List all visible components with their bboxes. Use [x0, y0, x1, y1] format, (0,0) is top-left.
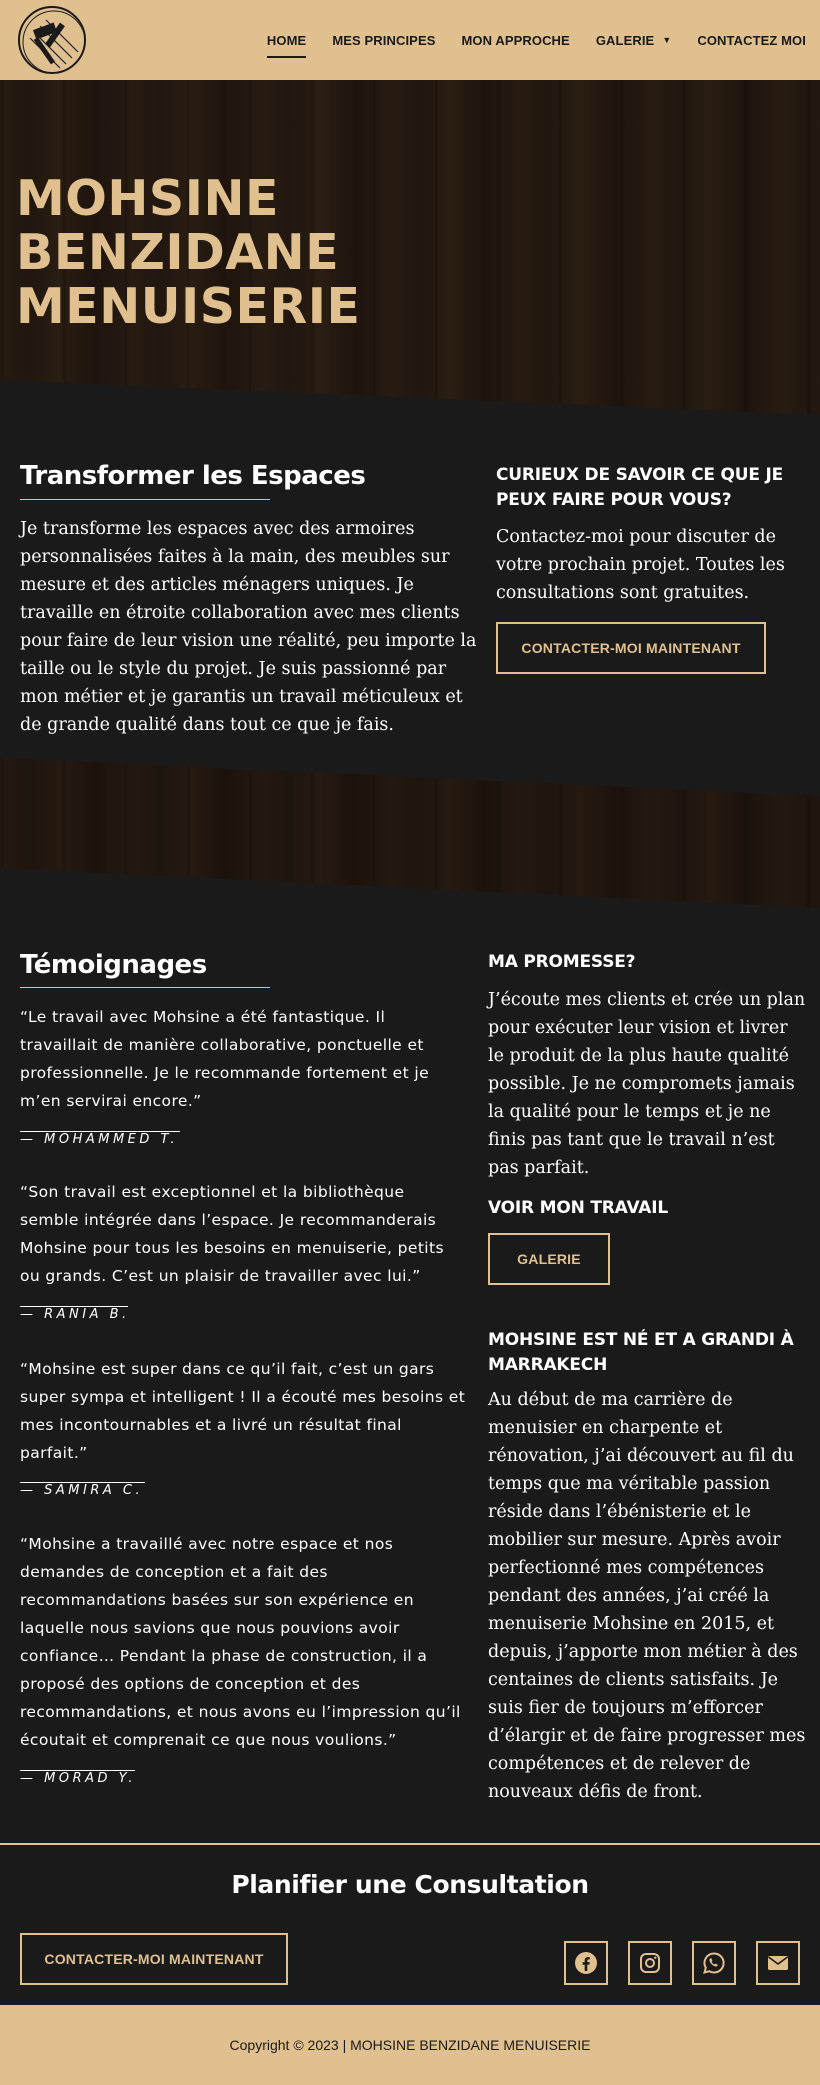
wood-band — [0, 758, 820, 908]
intro-heading-underline — [20, 499, 270, 500]
envelope-icon[interactable] — [756, 1941, 800, 1985]
instagram-icon[interactable] — [628, 1941, 672, 1985]
contact-now-button[interactable]: CONTACTER-MOI MAINTENANT — [496, 622, 766, 674]
testimonial-quote-4: “Mohsine a travaillé avec notre espace et nos demandes de conception et a fait des recommandations basées sur son expérience en laquelle nous savions que nous pouvions avoir confiance… Pendant la phase de construction, il a proposé des options de conception et des recommandations, et nous avons eu l’impression qu’il écoutait et comprenait ce que nous voulions.” — [20, 1535, 461, 1749]
site-header — [0, 0, 820, 80]
whatsapp-icon[interactable] — [692, 1941, 736, 1985]
facebook-icon[interactable] — [564, 1941, 608, 1985]
hero-section — [0, 80, 820, 450]
nav-item-mon-approche[interactable]: MON APPROCHE — [461, 32, 570, 48]
promise-heading: MA PROMESSE? — [488, 952, 636, 972]
nav-item-home[interactable]: HOME — [267, 27, 306, 54]
testimonial-quote-2: “Son travail est exceptionnel et la bibliothèque semble intégrée dans l’espace. Je recommanderais Mohsine pour tous les besoins en menuiserie, petits ou grands. C’est un plaisir de travailler avec lui.” — [20, 1183, 444, 1285]
testimonial-author-4: — MORAD Y. — [20, 1771, 137, 1786]
work-heading: VOIR MON TRAVAIL — [488, 1198, 668, 1218]
cta-title: Planifier une Consultation — [231, 1870, 589, 1899]
nav-item-mes-principes[interactable]: MES PRINCIPES — [332, 32, 436, 48]
nav-item-galerie[interactable]: GALERIE ▼ — [595, 32, 672, 48]
main-nav — [241, 0, 806, 80]
section-divider — [0, 1843, 820, 1845]
footer-bar — [0, 2005, 820, 2085]
copyright-text: Copyright © 2023 | MOHSINE BENZIDANE MENUISERIE — [229, 2037, 591, 2053]
bio-body: Au début de ma carrière de menuisier en charpente et rénovation, j’ai découvert au fil du temps que ma véritable passion réside dans l’ébénisterie et le mobilier sur mesure. Après avoir perfectionné mes compétences pendant des années, j’ai créé la menuiserie Mohsine en 2015, et depuis, j’apporte mon métier à des centaines de clients satisfaits. Je suis fier de toujours m’efforcer d’élargir et de faire progresser mes compétences et de relever de nouveaux défis de front. — [488, 1390, 806, 1802]
testimonial-author-2: — RANIA B. — [20, 1307, 130, 1322]
testimonial-author-1: — MOHAMMED T. — [20, 1132, 179, 1147]
promise-body: J’écoute mes clients et crée un plan pour exécuter leur vision et livrer le produit de la plus haute qualité possible. Je ne compromets jamais la qualité pour le temps et je ne finis pas tant que le travail n’est pas parfait. — [488, 990, 806, 1178]
contact-now-button-footer[interactable]: CONTACTER-MOI MAINTENANT — [20, 1933, 288, 1985]
testimonials-heading-underline — [20, 987, 270, 988]
bio-heading: MOHSINE EST NÉ ET A GRANDI À MARRAKECH — [488, 1330, 794, 1375]
testimonials-heading: Témoignages — [20, 950, 207, 980]
nav-item-contactez-moi[interactable]: CONTACTEZ MOI — [697, 32, 806, 48]
testimonial-quote-3: “Mohsine est super dans ce qu’il fait, c’est un gars super sympa et intelligent ! Il a écouté mes besoins et mes incontournables et a livré un résultat final parfait.” — [20, 1360, 466, 1462]
intro-body: Je transforme les espaces avec des armoires personnalisées faites à la main, des meubles sur mesure et des articles ménagers uniques. Je travaille en étroite collaboration avec mes clients pour faire de leur vision une réalité, peu importe la taille ou le style du projet. Je suis passionné par mon métier et je garantis un travail méticuleux et de grande qualité dans tout ce que je fais. — [20, 519, 477, 735]
testimonial-quote-1: “Le travail avec Mohsine a été fantastique. Il travaillait de manière collaborative, ponctuelle et professionnelle. Je le recommande fortement et je m’en servirai encore.” — [20, 1008, 430, 1110]
logo[interactable] — [18, 6, 86, 74]
hero-title: MOHSINE BENZIDANE MENUISERIE — [16, 170, 361, 335]
intro-side-heading: CURIEUX DE SAVOIR CE QUE JE PEUX FAIRE POUR VOUS? — [496, 465, 784, 510]
intro-heading: Transformer les Espaces — [20, 461, 366, 491]
caret-down-icon: ▼ — [662, 35, 672, 45]
gallery-button[interactable]: GALERIE — [488, 1233, 610, 1285]
testimonial-author-3: — SAMIRA C. — [20, 1483, 144, 1498]
intro-side-body: Contactez-moi pour discuter de votre prochain projet. Toutes les consultations sont gratuites. — [496, 527, 785, 603]
